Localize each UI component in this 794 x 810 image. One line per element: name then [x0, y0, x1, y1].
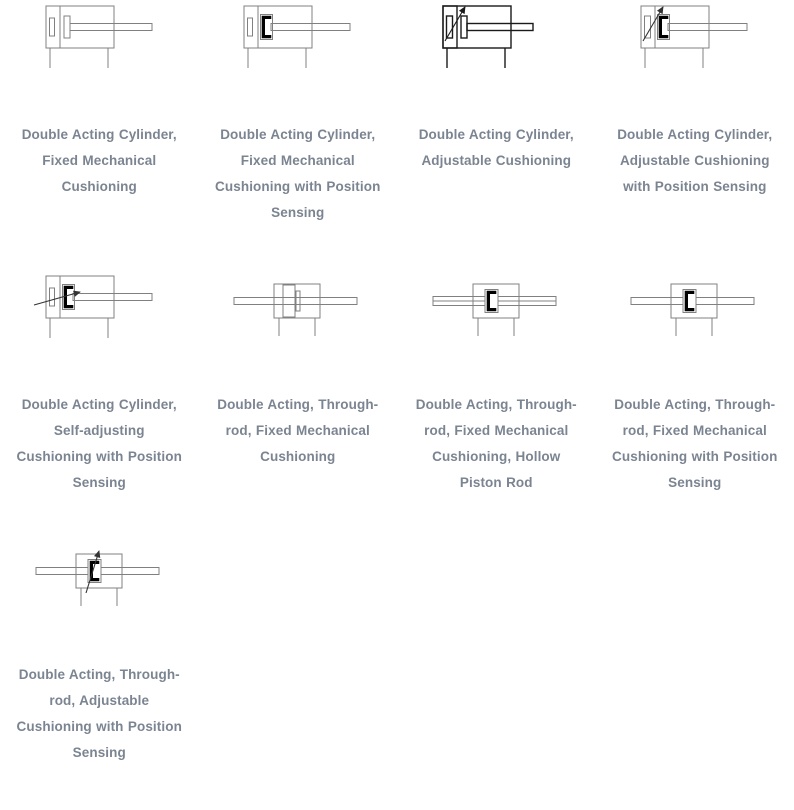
cylinder-through-rod-fixed-mechanical-cushioning-position-sensing-icon: [596, 270, 794, 380]
cylinder-double-acting-adjustable-cushioning-position-sensing-icon: [596, 0, 794, 110]
symbol-caption: Double Acting, Through-rod, Fixed Mechanical Cushioning: [214, 392, 382, 470]
cylinder-through-rod-adjustable-cushioning-position-sensing-icon: [0, 540, 199, 650]
symbol-caption: Double Acting Cylinder, Adjustable Cushioning with Position Sensing: [611, 122, 779, 200]
symbol-card[interactable]: [397, 0, 596, 270]
symbol-caption: Double Acting Cylinder, Adjustable Cushioning: [412, 122, 580, 174]
symbol-card-empty: [397, 540, 596, 810]
symbol-card-empty: [199, 540, 398, 810]
symbol-caption: Double Acting, Through-rod, Fixed Mechanical Cushioning with Position Sensing: [611, 392, 779, 496]
symbol-caption: Double Acting, Through-rod, Fixed Mechanical Cushioning, Hollow Piston Rod: [412, 392, 580, 496]
symbol-card[interactable]: [596, 0, 794, 270]
symbol-card-empty: [596, 540, 794, 810]
cylinder-double-acting-adjustable-cushioning-icon: [397, 0, 596, 110]
symbol-caption: Double Acting, Through-rod, Adjustable Cushioning with Position Sensing: [15, 662, 183, 766]
symbol-card[interactable]: [0, 0, 199, 270]
symbol-caption: Double Acting Cylinder, Fixed Mechanical Cushioning: [15, 122, 183, 200]
cylinder-double-acting-fixed-mechanical-cushioning-position-sensing-icon: [199, 0, 398, 110]
symbol-caption: Double Acting Cylinder, Fixed Mechanical Cushioning with Position Sensing: [214, 122, 382, 226]
cylinder-double-acting-fixed-mechanical-cushioning-icon: [0, 0, 199, 110]
cylinder-through-rod-fixed-mechanical-cushioning-hollow-piston-rod-icon: [397, 270, 596, 380]
cylinder-through-rod-fixed-mechanical-cushioning-icon: [199, 270, 398, 380]
symbol-card[interactable]: [596, 270, 794, 540]
symbol-card[interactable]: [199, 0, 398, 270]
symbol-card[interactable]: [0, 270, 199, 540]
symbol-card[interactable]: [397, 270, 596, 540]
symbol-card[interactable]: [199, 270, 398, 540]
cylinder-double-acting-self-adjusting-cushioning-position-sensing-icon: [0, 270, 199, 380]
symbol-card[interactable]: [0, 540, 199, 810]
symbol-caption: Double Acting Cylinder, Self-adjusting Cushioning with Position Sensing: [15, 392, 183, 496]
